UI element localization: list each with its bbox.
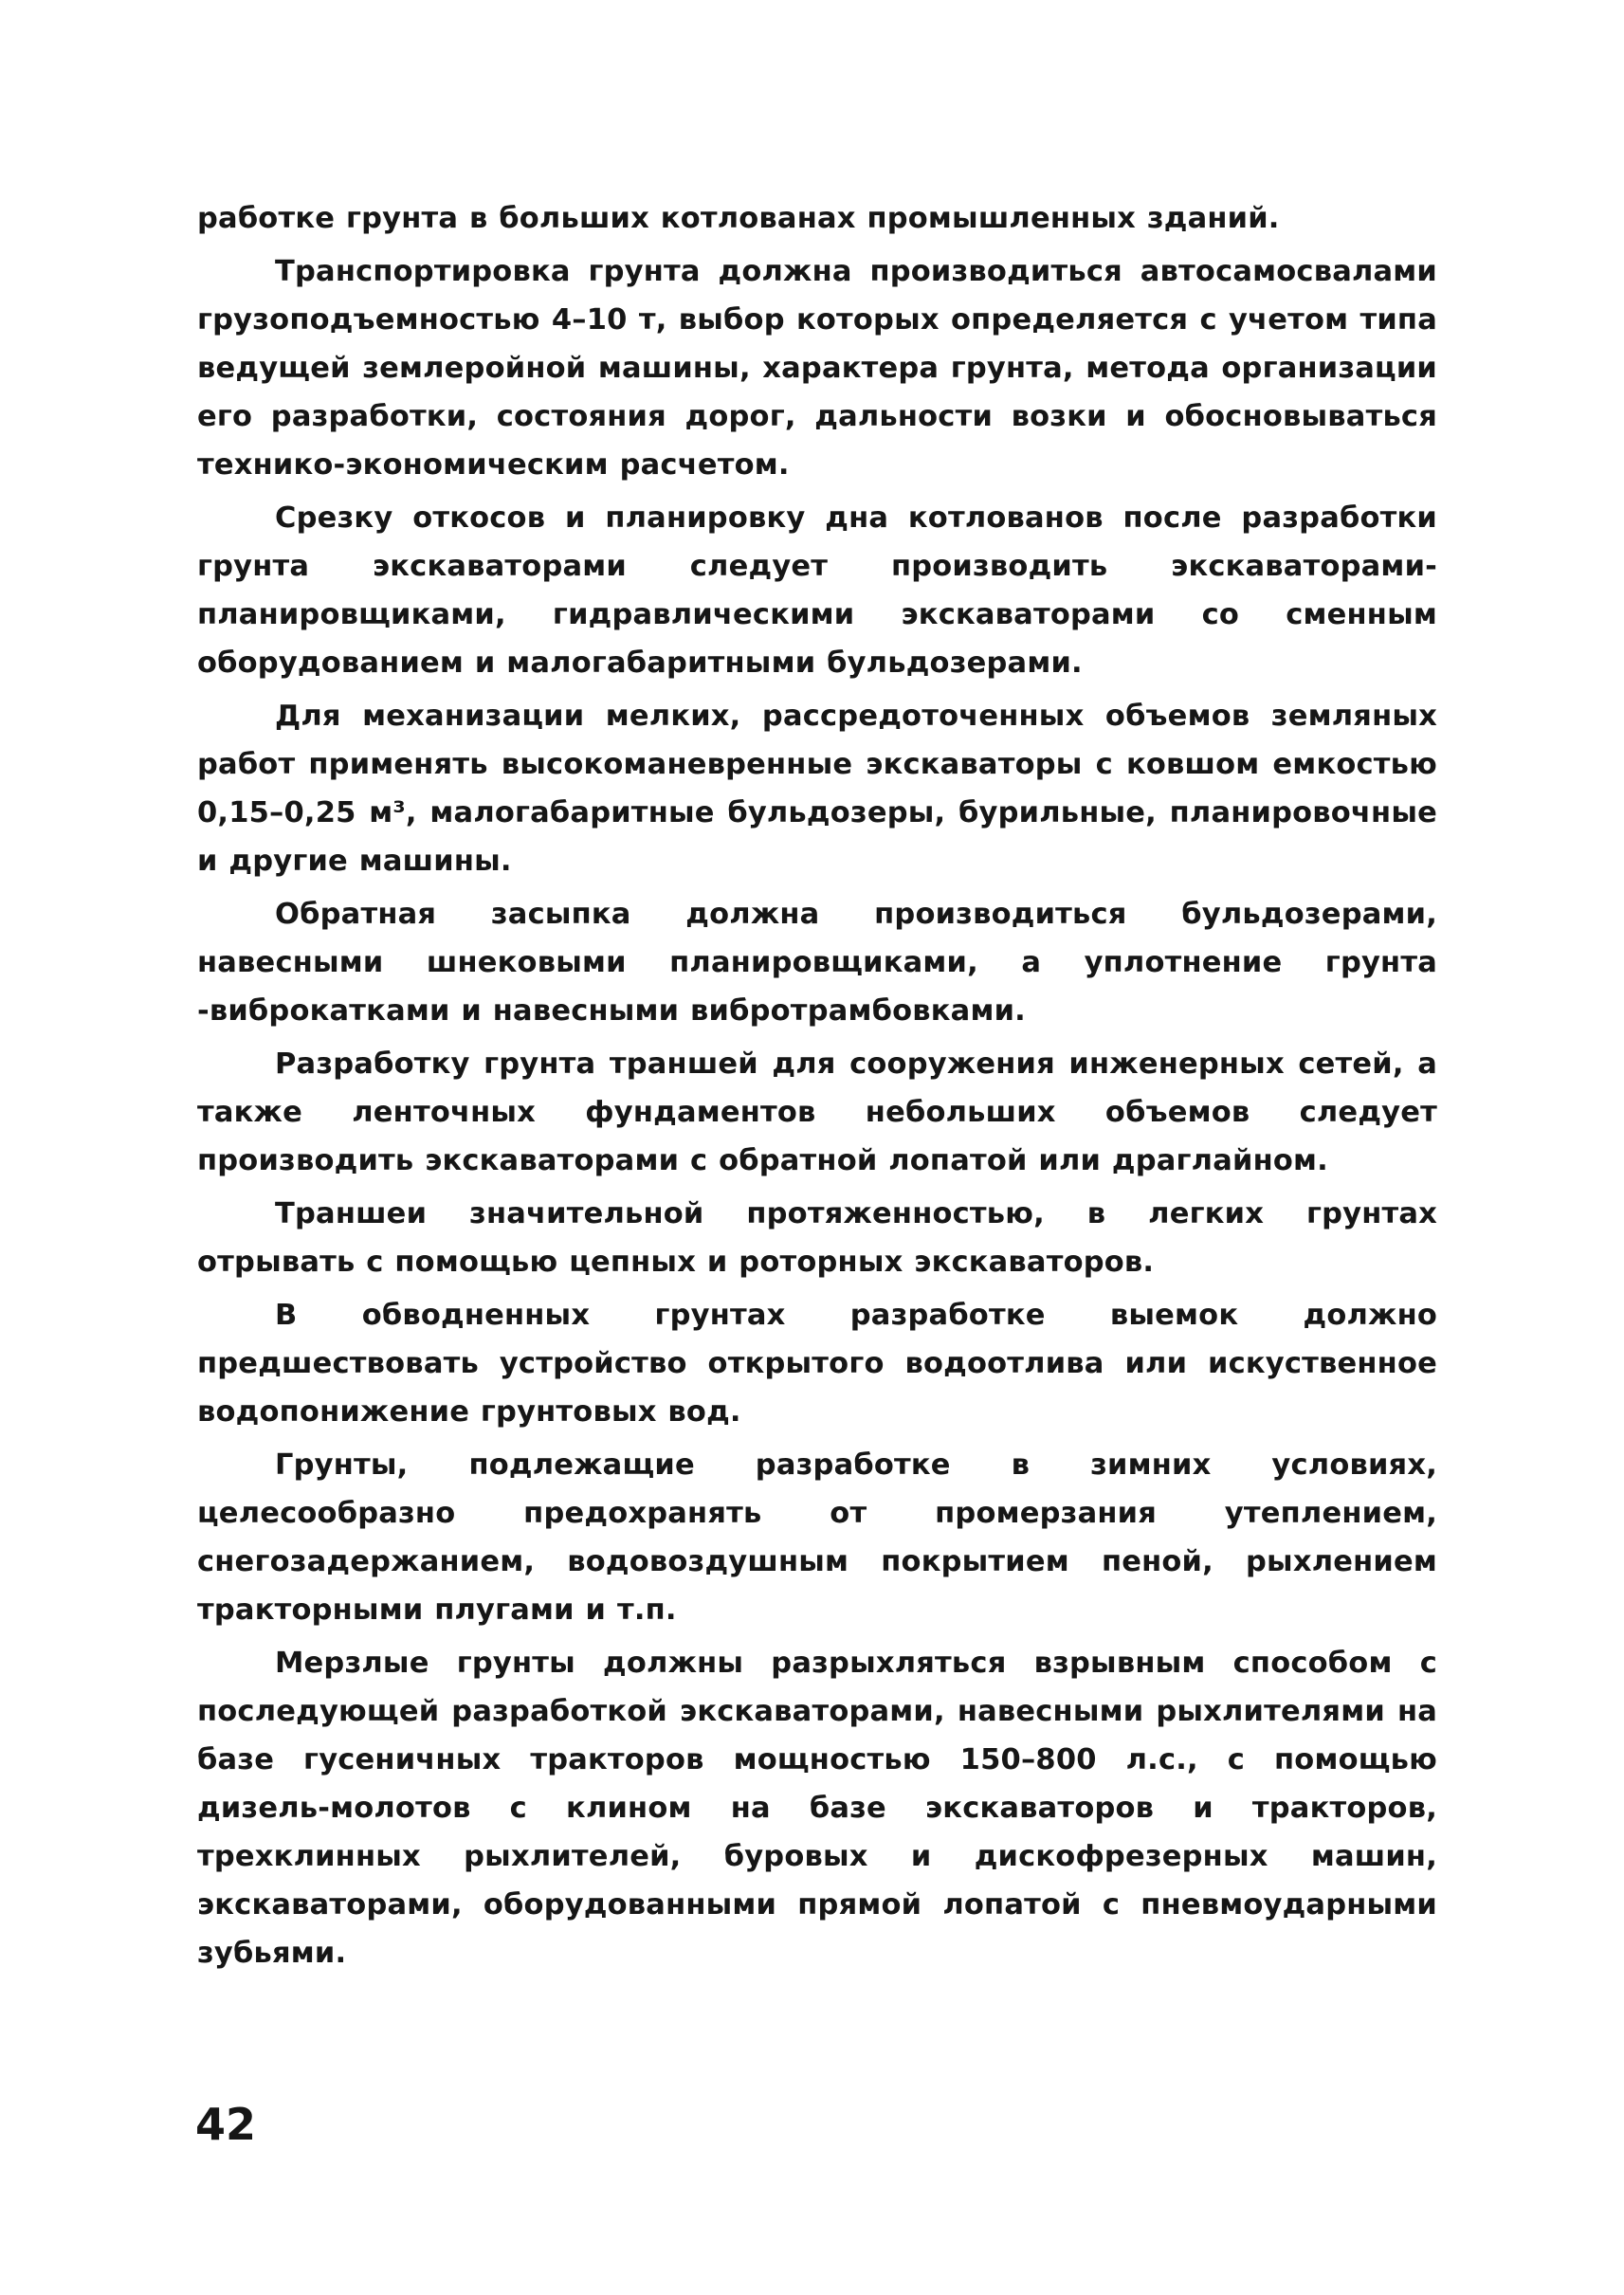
paragraph-continuation: работке грунта в больших котлованах промышленных зданий. bbox=[197, 202, 1280, 235]
paragraph-transport: Транспортировка грунта должна производиться автосамосвалами грузоподъемностью 4–10 т, выбор которых определяется с учетом типа ведущей землеройной машины, характера грунта, метода организации его разработки, состояния дорог, дальности возки и обосновываться технико-экономическим расчетом. bbox=[197, 255, 1437, 482]
paragraph-frozen-soils: Мерзлые грунты должны разрыхляться взрывным способом с последующей разработкой экскаваторами, навесными рыхлителями на базе гусеничных тракторов мощностью 150–800 л.с., с помощью дизель-молотов с клином на базе экскаваторов и тракторов, трехклинных рыхлителей, буровых и дискофрезерных машин, экскаваторами, оборудованными прямой лопатой с пневмоударными зубьями. bbox=[197, 1647, 1437, 1970]
paragraph-small-volumes: Для механизации мелких, рассредоточенных объемов земляных работ применять высокоманевренные экскаваторы с ковшом емкостью 0,15–0,25 м³, малогабаритные бульдозеры, бурильные, планировочные и другие машины. bbox=[197, 700, 1437, 878]
paragraph-slope-cutting: Срезку откосов и планировку дна котлованов после разработки грунта экскаваторами следует производить экскаваторами-планировщиками, гидравлическими экскаваторами со сменным оборудованием и малогабаритными бульдозерами. bbox=[197, 501, 1437, 680]
page-number: 42 bbox=[195, 2099, 257, 2150]
paragraph-backfill: Обратная засыпка должна производиться бульдозерами, навесными шнековыми планировщиками, а уплотнение грунта -виброкатками и навесными вибротрамбовками. bbox=[197, 898, 1437, 1028]
paragraph-long-trenches: Траншеи значительной протяженностью, в легких грунтах отрывать с помощью цепных и роторных экскаваторов. bbox=[197, 1197, 1437, 1279]
paragraph-watered-soils: В обводненных грунтах разработке выемок должно предшествовать устройство открытого водоотлива или искуственное водопонижение грунтовых вод. bbox=[197, 1299, 1437, 1429]
paragraph-trench-excavation: Разработку грунта траншей для сооружения инженерных сетей, а также ленточных фундаментов небольших объемов следует производить экскаваторами с обратной лопатой или драглайном. bbox=[197, 1047, 1437, 1177]
paragraph-winter-conditions: Грунты, подлежащие разработке в зимних условиях, целесообразно предохранять от промерзания утеплением, снегозадержанием, водовоздушным покрытием пеной, рыхлением тракторными плугами и т.п. bbox=[197, 1448, 1437, 1627]
body-text bbox=[197, 194, 1437, 1982]
